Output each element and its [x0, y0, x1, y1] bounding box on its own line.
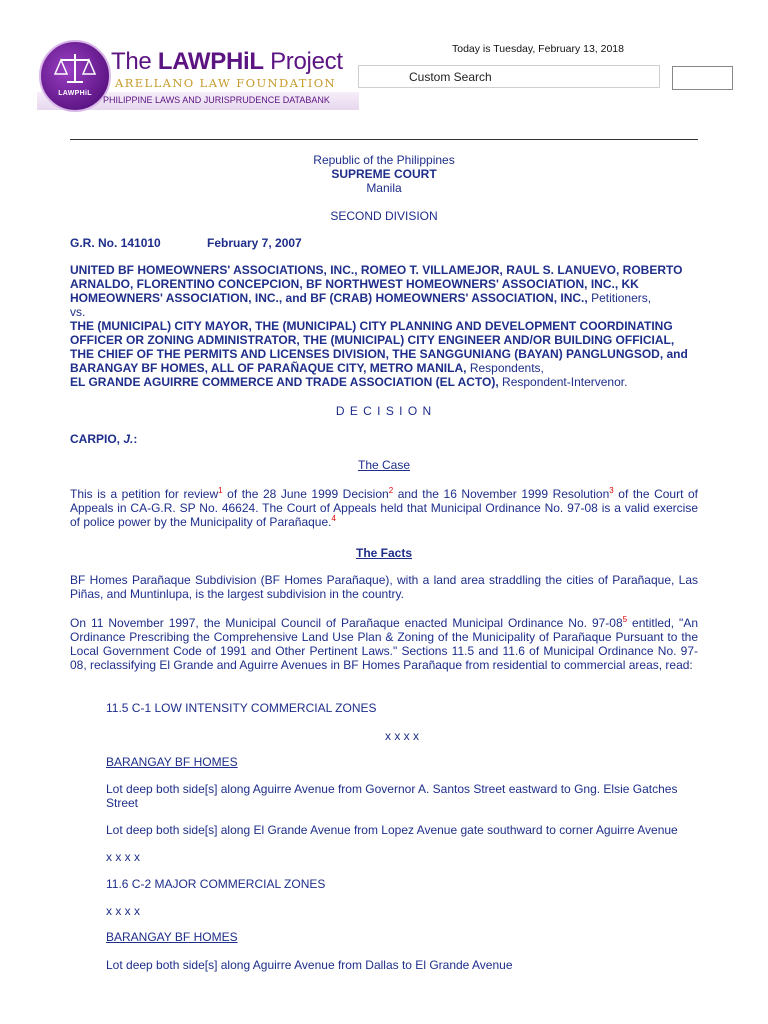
ponente: CARPIO, J.: [70, 432, 138, 446]
site-title: The LAWPHiL Project [111, 48, 343, 75]
intervenor-role: Respondent-Intervenor. [502, 375, 628, 389]
facts-paragraph-2: On 11 November 1997, the Municipal Council of Parañaque enacted Municipal Ordinance No. 97-08$^5$ entitled, "An Ordinance Prescribing the Comprehensive Land Use Plan & Zoning of the Municipality of Parañaque Pursuant to the Local Government Code of 1991 and Other Pertinent Laws." Sections 11.5 and 11.6 of Municipal Ordinance No. 97-08, reclassifying El Grande and Aguirre Avenues in BF Homes Parañaque from residential to commercial areas, read: [70, 615, 698, 672]
facts-heading: The Facts [355, 546, 412, 560]
gr-number: G.R. No. 141010 [70, 236, 161, 250]
facts-paragraph-1: BF Homes Parañaque Subdivision (BF Homes Parañaque), with a land area straddling the cities of Parañaque, Las Piñas, and Muntinlupa, is the largest subdivision in the country. [70, 573, 698, 601]
site-subtitle: ARELLANO LAW FOUNDATION [115, 76, 336, 90]
quote-c1-heading: 11.5 C-1 LOW INTENSITY COMMERCIAL ZONES [106, 701, 377, 715]
decision-heading: D E C I S I O N [335, 404, 433, 418]
versus: vs. [70, 305, 86, 319]
search-label: Custom Search [409, 70, 492, 84]
lawphil-seal-icon [39, 40, 111, 112]
court-name: SUPREME COURT [331, 167, 437, 181]
respondents-role: Respondents, [469, 361, 544, 375]
quote-ellipsis-1: x x x x [106, 850, 141, 864]
petitioners-role: Petitioners, [591, 291, 652, 305]
custom-search-input[interactable] [358, 65, 660, 88]
footnote-2-link[interactable]: 2 [388, 486, 394, 495]
quote-ellipsis-center: x x x x [384, 729, 419, 743]
petitioners: UNITED BF HOMEOWNERS' ASSOCIATIONS, INC., ROMEO T. VILLAMEJOR, RAUL S. LANUEVO, ROBERTO ARNALDO, FLORENTINO CONCEPCION, BF NORTHWEST HOMEOWNERS' ASSOCIATION, INC., KK HOMEOWNERS' ASSOCIATION, INC., and BF (CRAB) HOMEOWNERS' ASSOCIATION, INC., [70, 263, 683, 305]
today-date: Today is Tuesday, February 13, 2018 [452, 43, 624, 55]
quote-ellipsis-2: x x x x [106, 904, 141, 918]
court-city: Manila [366, 181, 402, 195]
quote-lot-3: Lot deep both side[s] along Aguirre Avenue from Dallas to El Grande Avenue [106, 958, 513, 972]
case-paragraph: This is a petition for review$^1$ of the 28 June 1999 Decision$^2$ and the 16 November 1999 Resolution$^3$ of the Court of Appeals in CA-G.R. SP No. 46624. The Court of Appeals held that Municipal Ordinance No. 97-08 is a valid exercise of police power by the Municipality of Parañaque.$^4$ [70, 486, 698, 529]
footnote-4-link[interactable]: 4 [331, 514, 336, 523]
division-name: SECOND DIVISION [330, 209, 438, 223]
respondents: THE (MUNICIPAL) CITY MAYOR, THE (MUNICIPAL) CITY PLANNING AND DEVELOPMENT COORDINATING OFFICER OR ZONING ADMINISTRATOR, THE (MUNICIPAL) CITY ENGINEER AND/OR BUILDING OFFICIAL, THE CHIEF OF THE PERMITS AND LICENSES DIVISION, THE SANGGUNIANG (BAYAN) PANGLUNGSOD, and BARANGAY BF HOMES, ALL OF PARAÑAQUE CITY, METRO MANILA, [70, 319, 688, 375]
intervenor: EL GRANDE AGUIRRE COMMERCE AND TRADE ASSOCIATION (EL ACTO), [70, 375, 499, 389]
quote-lot-1: Lot deep both side[s] along Aguirre Avenue from Governor A. Santos Street eastward to Gng. Elsie Gatches Street [106, 782, 678, 810]
site-tagline: PHILIPPINE LAWS AND JURISPRUDENCE DATABANK [103, 95, 330, 105]
seal-text: LAWPHiL [58, 90, 92, 97]
quote-c2-heading: 11.6 C-2 MAJOR COMMERCIAL ZONES [106, 877, 326, 891]
republic-line: Republic of the Philippines [313, 153, 455, 167]
gr-date: February 7, 2007 [207, 236, 302, 250]
quote-barangay-2: BARANGAY BF HOMES [106, 930, 238, 944]
case-heading: The Case [357, 458, 411, 472]
footnote-3-link[interactable]: 3 [609, 486, 614, 495]
quote-lot-2: Lot deep both side[s] along El Grande Avenue from Lopez Avenue gate southward to corner Aguirre Avenue [106, 823, 678, 837]
lawphil-logo[interactable] [37, 40, 359, 112]
search-button[interactable] [672, 66, 733, 90]
quote-barangay-1: BARANGAY BF HOMES [106, 755, 238, 769]
header-divider [70, 139, 698, 140]
petitioners-block [70, 263, 698, 389]
footnote-1-link[interactable]: 1 [218, 486, 223, 495]
footnote-5-link[interactable]: 5 [622, 615, 628, 624]
